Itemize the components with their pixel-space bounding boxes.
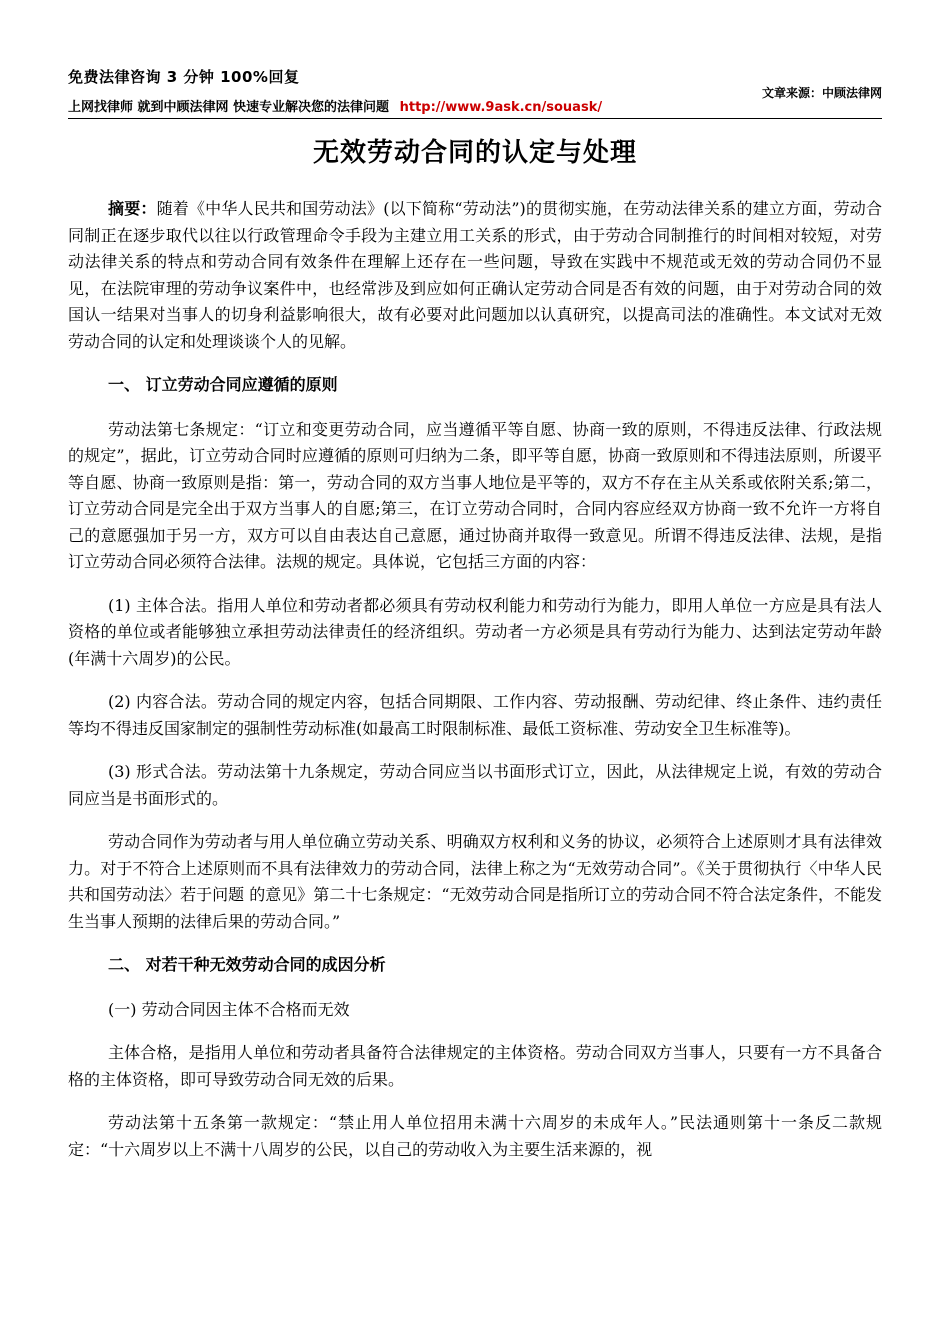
page-header bbox=[68, 64, 882, 119]
abstract-text: 随着《中华人民共和国劳动法》(以下简称“劳动法”)的贯彻实施，在劳动法律关系的建立方面，劳动合同制正在逐步取代以往以行政管理命令手段为主建立用工关系的形式，由于劳动合同制推行的时间相对较短，对劳动法律关系的特点和劳动合同有效条件在理解上还存在一些问题，导致在实践中不规范或无效的劳动合同仍不显见，在法院审理的劳动争议案件中，也经常涉及到应如何正确认定劳动合同是否有效的问题，由于对劳动合同的效国认一结果对当事人的切身利益影响很大，故有必要对此问题加以认真研究，以提高司法的准确性。本文试对无效劳动合同的认定和处理谈谈个人的见解。 bbox=[68, 199, 882, 351]
document-body bbox=[68, 196, 882, 1180]
section1-paragraph-5: 劳动合同作为劳动者与用人单位确立劳动关系、明确双方权利和义务的协议，必须符合上述原则才具有法律效力。对于不符合上述原则而不具有法律效力的劳动合同，法律上称之为“无效劳动合同”。《关于贯彻执行〈中华人民共和国劳动法〉若于问题 的意见》第二十七条规定：“无效劳动合同是指所订立的劳动合同不符合法定条件，不能发生当事人预期的法律后果的劳动合同。” bbox=[68, 832, 882, 931]
section1-paragraph-3: (2) 内容合法。劳动合同的规定内容，包括合同期限、工作内容、劳动报酬、劳动纪律、终止条件、违约责任等均不得违反国家制定的强制性劳动标准(如最高工时限制标准、最低工资标准、劳动安全卫生标准等)。 bbox=[68, 692, 882, 738]
section-heading-1: 一、 订立劳动合同应遵循的原则 bbox=[108, 375, 338, 394]
section1-paragraph-1: 劳动法第七条规定：“订立和变更劳动合同，应当遵循平等自愿、协商一致的原则，不得违反法律、行政法规的规定”，据此，订立劳动合同时应遵循的原则可归纳为二条，即平等自愿，协商一致原则和不得违法原则，所谡平等自愿、协商一致原则是指：第一，劳动合同的双方当事人地位是平等的，双方不存在主从关系或依附关系;第二，订立劳动合同是完全出于双方当事人的自愿;第三，在订立劳动合同时，合同内容应经双方协商一致不允许一方将自己的意愿强加于另一方，双方可以自由表达自己意愿，通过协商并取得一致意见。所谓不得违反法律、法规，是指订立劳动合同必须符合法律。法规的规定。具体说，它包括三方面的内容： bbox=[68, 419, 882, 571]
section1-paragraph-2: (1) 主体合法。指用人单位和劳动者都必须具有劳动权利能力和劳动行为能力，即用人单位一方应是具有法人资格的单位或者能够独立承担劳动法律责任的经济组织。劳动者一方必须是具有劳动行为能力、达到法定劳动年龄(年满十六周岁)的公民。 bbox=[68, 595, 882, 668]
document-title: 无效劳动合同的认定与处理 bbox=[312, 138, 637, 168]
abstract-label: 摘要： bbox=[108, 199, 157, 218]
section-heading-2: 二、 对若干种无效劳动合同的成因分析 bbox=[108, 955, 386, 974]
header-promo-text: 上网找律师 就到中顾法律网 快速专业解决您的法律问题 bbox=[68, 100, 390, 115]
section1-paragraph-4: (3) 形式合法。劳动法第十九条规定，劳动合同应当以书面形式订立，因此，从法律规定上说，有效的劳动合同应当是书面形式的。 bbox=[68, 762, 882, 808]
section2-paragraph-1: 主体合格，是指用人单位和劳动者具备符合法律规定的主体资格。劳动合同双方当事人，只要有一方不具备合格的主体资格，即可导致劳动合同无效的后果。 bbox=[68, 1043, 882, 1089]
header-consult-line: 免费法律咨询 3 分钟 100%回复 bbox=[68, 68, 300, 86]
header-promo-line bbox=[68, 96, 602, 115]
article-source: 文章来源：中顾法律网 bbox=[761, 86, 882, 100]
section2-subheading-1: (一) 劳动合同因主体不合格而无效 bbox=[108, 999, 350, 1019]
abstract-paragraph bbox=[68, 196, 882, 355]
section2-paragraph-2: 劳动法第十五条第一款规定：“禁止用人单位招用未满十六周岁的未成年人。”民法通则第十一条反二款规定：“十六周岁以上不满十八周岁的公民，以自己的劳动收入为主要生活来源的，视 bbox=[68, 1113, 882, 1159]
header-url-link[interactable]: http://www.9ask.cn/souask/ bbox=[399, 100, 603, 115]
